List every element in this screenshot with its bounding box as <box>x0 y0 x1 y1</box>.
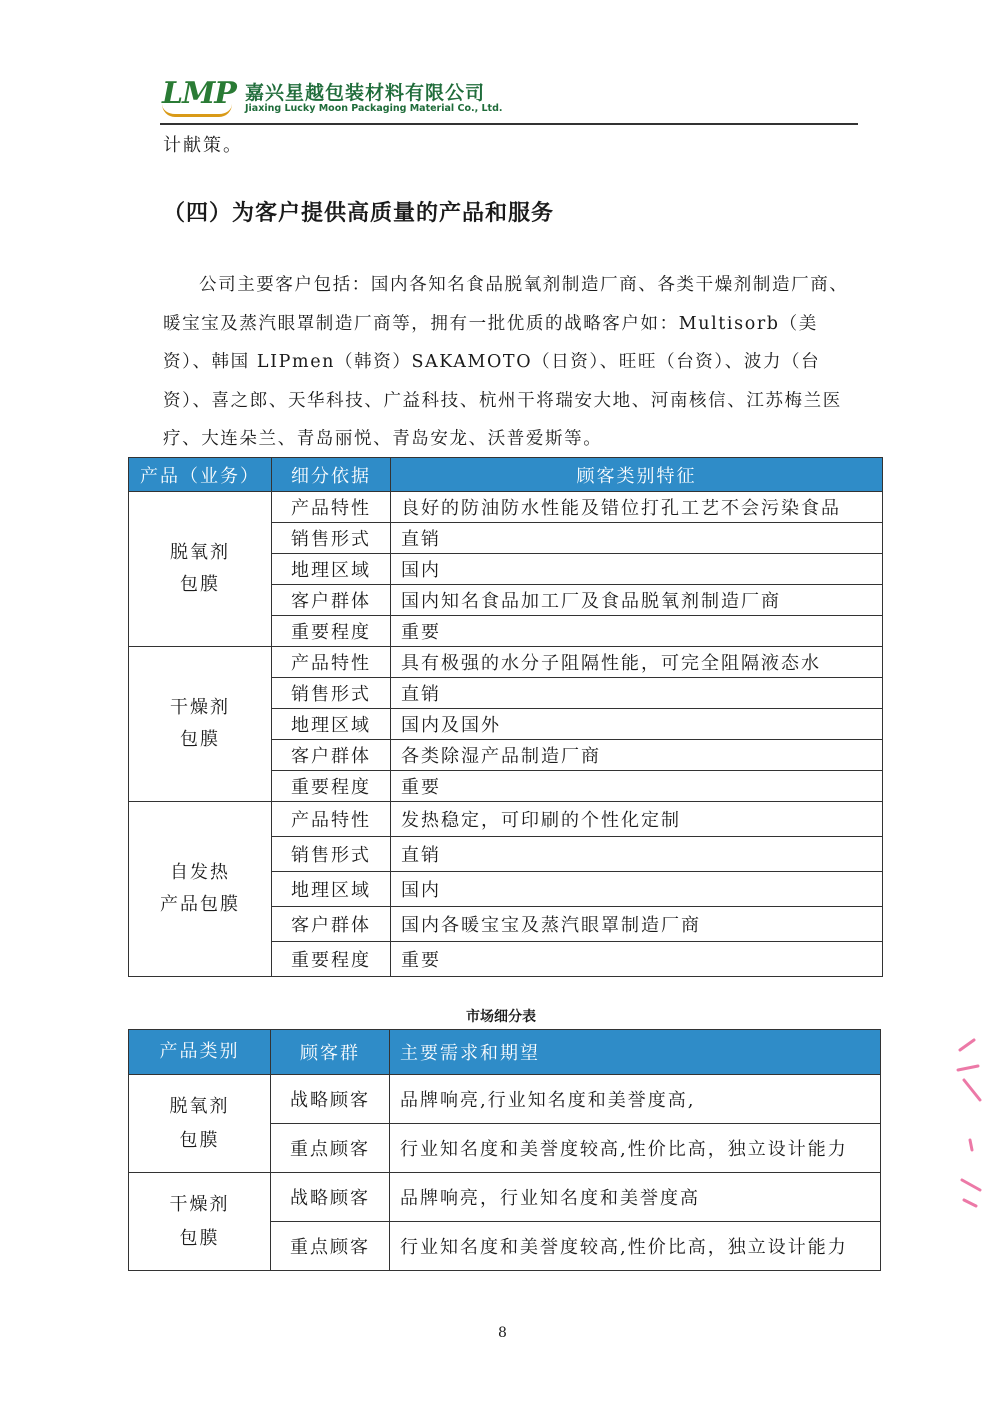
basis-cell: 地理区域 <box>272 872 391 907</box>
page-number: 8 <box>498 1325 507 1341</box>
table-header-row <box>129 1030 881 1075</box>
customer-group-cell: 重点顾客 <box>271 1222 390 1271</box>
feature-cell: 国内 <box>391 554 883 585</box>
demand-cell: 行业知名度和美誉度较高,性价比高，独立设计能力 <box>390 1222 881 1271</box>
product-cell: 干燥剂 包膜 <box>129 1173 271 1271</box>
continued-text: 计献策。 <box>163 135 243 156</box>
product-cell: 脱氧剂 包膜 <box>129 492 272 647</box>
basis-cell: 销售形式 <box>272 837 391 872</box>
basis-cell: 产品特性 <box>272 492 391 523</box>
feature-cell: 重要 <box>391 942 883 977</box>
header-cell: 主要需求和期望 <box>390 1030 881 1075</box>
basis-cell: 地理区域 <box>272 709 391 740</box>
basis-cell: 地理区域 <box>272 554 391 585</box>
feature-cell: 国内知名食品加工厂及食品脱氧剂制造厂商 <box>391 585 883 616</box>
table-caption: 市场细分表 <box>466 1009 536 1025</box>
customer-group-cell: 重点顾客 <box>271 1124 390 1173</box>
market-segment-table <box>128 1029 881 1271</box>
feature-cell: 直销 <box>391 678 883 709</box>
basis-cell: 销售形式 <box>272 678 391 709</box>
header-cell: 产品（业务） <box>129 458 272 492</box>
basis-cell: 重要程度 <box>272 616 391 647</box>
seal-stamp-fragment <box>950 1030 990 1219</box>
table-header-row <box>129 458 883 492</box>
table-row <box>129 802 883 837</box>
product-cell: 脱氧剂 包膜 <box>129 1075 271 1173</box>
feature-cell: 发热稳定，可印刷的个性化定制 <box>391 802 883 837</box>
demand-cell: 行业知名度和美誉度较高,性价比高，独立设计能力 <box>390 1124 881 1173</box>
feature-cell: 直销 <box>391 523 883 554</box>
table-row <box>129 1075 881 1124</box>
basis-cell: 重要程度 <box>272 942 391 977</box>
basis-cell: 客户群体 <box>272 740 391 771</box>
company-logo: LMP <box>162 76 236 111</box>
company-name-cn: 嘉兴星越包装材料有限公司 <box>245 82 486 104</box>
header-cell: 产品类别 <box>129 1030 271 1075</box>
page-header <box>160 70 860 124</box>
feature-cell: 良好的防油防水性能及错位打孔工艺不会污染食品 <box>391 492 883 523</box>
basis-cell: 客户群体 <box>272 585 391 616</box>
feature-cell: 直销 <box>391 837 883 872</box>
section-title: （四）为客户提供高质量的产品和服务 <box>163 201 555 226</box>
basis-cell: 产品特性 <box>272 647 391 678</box>
feature-cell: 各类除湿产品制造厂商 <box>391 740 883 771</box>
header-cell: 顾客类别特征 <box>391 458 883 492</box>
header-cell: 细分依据 <box>272 458 391 492</box>
intro-paragraph: 公司主要客户包括：国内各知名食品脱氧剂制造厂商、各类干燥剂制造厂商、暖宝宝及蒸汽眼罩制造厂商等，拥有一批优质的战略客户如：Multisorb（美资）、韩国 LIPmen（韩资）SAKAMOTO（日资）、旺旺（台资）、波力（台资）、喜之郎、天华科技、广益科技、杭州干将瑞安大地、河南核信、江苏梅兰医疗、大连朵兰、青岛丽悦、青岛安龙、沃普爱斯等。 <box>163 275 849 449</box>
feature-cell: 国内各暖宝宝及蒸汽眼罩制造厂商 <box>391 907 883 942</box>
header-cell: 顾客群 <box>271 1030 390 1075</box>
demand-cell: 品牌响亮，行业知名度和美誉度高 <box>390 1173 881 1222</box>
company-name-en: Jiaxing Lucky Moon Packaging Material Co., Ltd. <box>245 103 503 114</box>
table-row <box>129 647 883 678</box>
product-cell: 干燥剂 包膜 <box>129 647 272 802</box>
customer-group-cell: 战略顾客 <box>271 1173 390 1222</box>
table-row <box>129 1173 881 1222</box>
header-divider <box>160 123 858 125</box>
basis-cell: 产品特性 <box>272 802 391 837</box>
basis-cell: 销售形式 <box>272 523 391 554</box>
customer-group-cell: 战略顾客 <box>271 1075 390 1124</box>
feature-cell: 具有极强的水分子阻隔性能，可完全阻隔液态水 <box>391 647 883 678</box>
basis-cell: 客户群体 <box>272 907 391 942</box>
feature-cell: 国内 <box>391 872 883 907</box>
table-row <box>129 492 883 523</box>
feature-cell: 重要 <box>391 616 883 647</box>
product-cell: 自发热 产品包膜 <box>129 802 272 977</box>
demand-cell: 品牌响亮,行业知名度和美誉度高, <box>390 1075 881 1124</box>
feature-cell: 国内及国外 <box>391 709 883 740</box>
customer-segment-table <box>128 457 883 977</box>
basis-cell: 重要程度 <box>272 771 391 802</box>
feature-cell: 重要 <box>391 771 883 802</box>
